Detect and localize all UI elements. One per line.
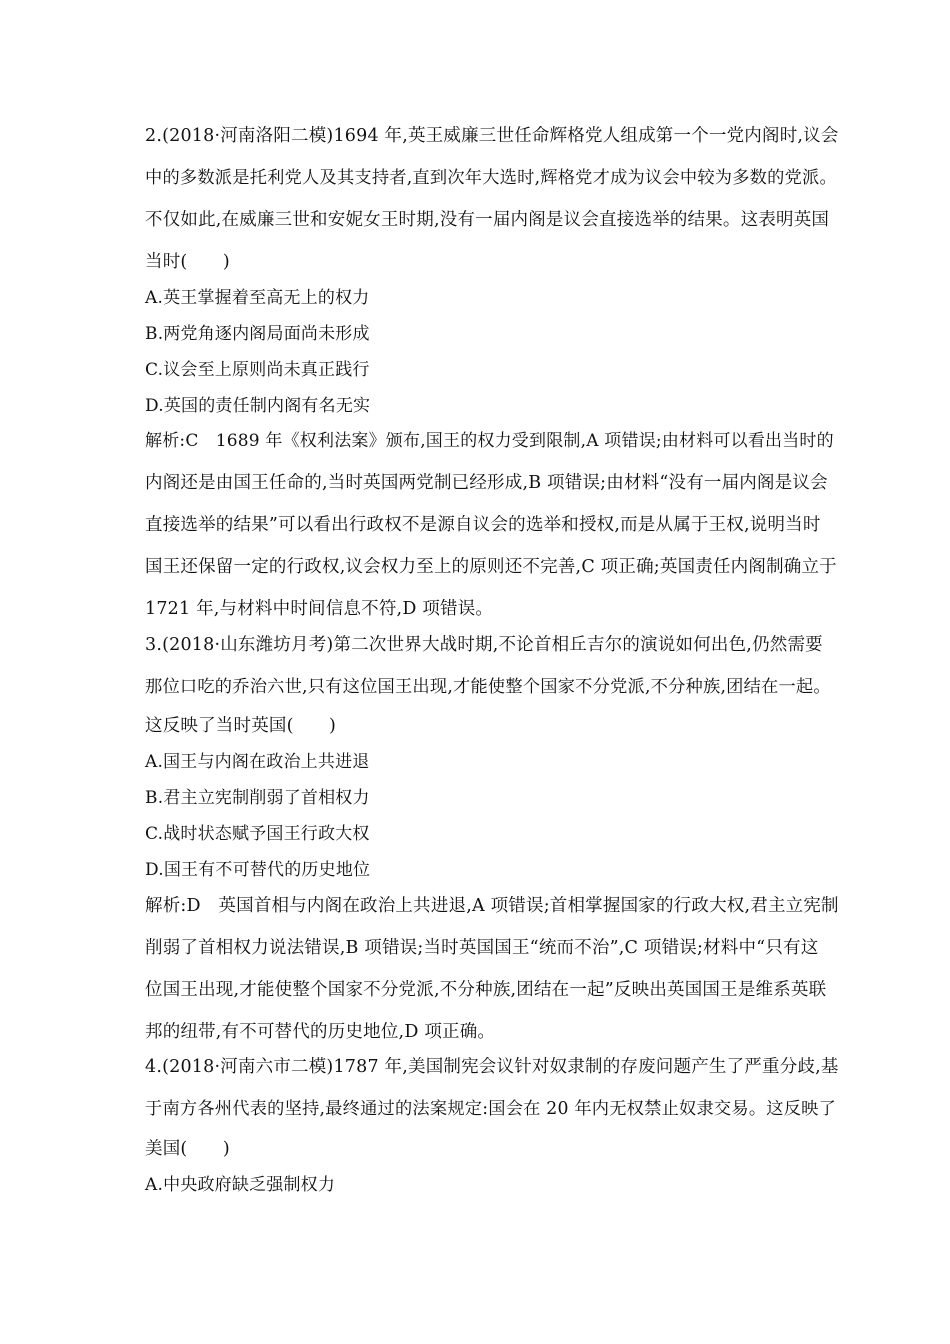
question-3-line-3: 这反映了当时英国( ) (145, 716, 337, 736)
question-2-line-1: 2.(2018·河南洛阳二模)1694 年,英王威廉三世任命辉格党人组成第一个一党内阁时,议会 (145, 126, 839, 146)
answer-3-line-1: 解析:D 英国首相与内阁在政治上共进退,A 项错误;首相掌握国家的行政大权,君主立宪制 (145, 896, 839, 916)
question-2-option-b: B.两党角逐内阁局面尚未形成 (145, 324, 370, 344)
question-3-line-2: 那位口吃的乔治六世,只有这位国王出现,才能使整个国家不分党派,不分种族,团结在一起。 (145, 677, 831, 697)
question-3-option-a: A.国王与内阁在政治上共进退 (145, 752, 370, 772)
question-2-option-c: C.议会至上原则尚未真正践行 (145, 360, 370, 380)
question-3-option-d: D.国王有不可替代的历史地位 (145, 860, 371, 880)
question-3-line-1: 3.(2018·山东潍坊月考)第二次世界大战时期,不论首相丘吉尔的演说如何出色,仍然需要 (145, 635, 823, 655)
answer-2-line-4: 国王还保留一定的行政权,议会权力至上的原则还不完善,C 项正确;英国责任内阁制确立于 (145, 557, 837, 577)
answer-2-line-3: 直接选举的结果”可以看出行政权不是源自议会的选举和授权,而是从属于王权,说明当时 (145, 515, 821, 535)
question-4-option-a: A.中央政府缺乏强制权力 (145, 1175, 336, 1195)
answer-2-line-5: 1721 年,与材料中时间信息不符,D 项错误。 (145, 599, 494, 619)
question-2-line-4: 当时( ) (145, 252, 230, 272)
question-3-option-b: B.君主立宪制削弱了首相权力 (145, 788, 370, 808)
question-2-option-d: D.英国的责任制内阁有名无实 (145, 396, 371, 416)
answer-3-line-4: 邦的纽带,有不可替代的历史地位,D 项正确。 (145, 1022, 496, 1042)
question-4-line-1: 4.(2018·河南六市二模)1787 年,美国制宪会议针对奴隶制的存废问题产生了严重分歧,基 (145, 1057, 839, 1077)
answer-2-line-1: 解析:C 1689 年《权利法案》颁布,国王的权力受到限制,A 项错误;由材料可以看出当时的 (145, 431, 834, 451)
answer-3-line-2: 削弱了首相权力说法错误,B 项错误;当时英国国王“统而不治”,C 项错误;材料中“只有这 (145, 938, 819, 958)
question-4-line-2: 于南方各州代表的坚持,最终通过的法案规定:国会在 20 年内无权禁止奴隶交易。这反映了 (145, 1099, 837, 1119)
question-2-line-3: 不仅如此,在威廉三世和安妮女王时期,没有一届内阁是议会直接选举的结果。这表明英国 (145, 210, 830, 230)
question-2-line-2: 中的多数派是托利党人及其支持者,直到次年大选时,辉格党才成为议会中较为多数的党派。 (145, 168, 837, 188)
question-4-line-3: 美国( ) (145, 1139, 230, 1159)
answer-2-line-2: 内阁还是由国王任命的,当时英国两党制已经形成,B 项错误;由材料“没有一届内阁是议会 (145, 473, 828, 493)
question-2-option-a: A.英王掌握着至高无上的权力 (145, 288, 370, 308)
answer-3-line-3: 位国王出现,才能使整个国家不分党派,不分种族,团结在一起”反映出英国国王是维系英联 (145, 980, 827, 1000)
question-3-option-c: C.战时状态赋予国王行政大权 (145, 824, 370, 844)
